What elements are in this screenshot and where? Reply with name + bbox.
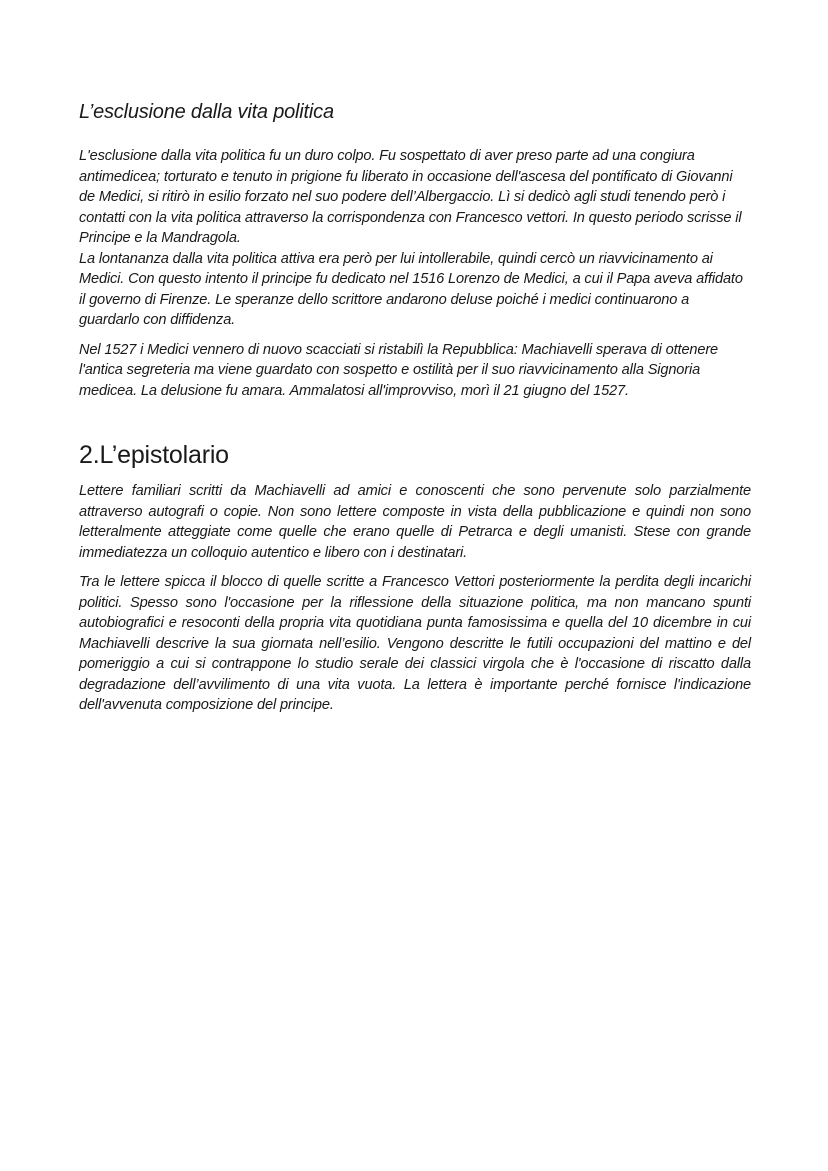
paragraph-epistolario-2: Tra le lettere spicca il blocco di quelle scritte a Francesco Vettori posteriormente la perdita degli incarichi politici. Spesso sono l'occasione per la riflessione della situazione politica, ma non mancano spunti autobiografici e resoconti della propria vita quotidiana punta famosissima e quella del 10 dicembre in cui Machiavelli descrive la sua giornata nell’esilio. Vengono descritte le futili occupazioni del mattino e del pomeriggio a cui si contrappone lo studio serale dei classici virgola che è l'occasione di riscatto dalla degradazione dell’avvilimento di una vita vuota. La lettera è importante perché fornisce l'indicazione dell'avvenuta composizione del principe. (79, 574, 751, 713)
paragraph-epistolario-1: Lettere familiari scritti da Machiavelli ad amici e conoscenti che sono pervenute solo parzialmente attraverso autografi o copie. Non sono lettere composte in vista della pubblicazione e quindi non sono letteralmente atteggiate come quelle che erano quelle di Petrarca e degli umanisti. Stese con grande immediatezza un colloquio autentico e libero con i destinatari. (79, 483, 751, 561)
paragraph-esclusione-3: Nel 1527 i Medici vennero di nuovo scacciati si ristabilì la Repubblica: Machiavelli sperava di ottenere l'antica segreteria ma viene guardato con sospetto e ostilità per il suo riavvicinamento alla Signoria medicea. La delusione fu amara. Ammalatosi all'improvviso, morì il 21 giugno del 1527. (79, 341, 719, 399)
paragraph-esclusione-2: La lontananza dalla vita politica attiva era però per lui intollerabile, quindi cercò un riavvicinamento ai Medici. Con questo intento il principe fu dedicato nel 1516 Lorenzo de Medici, a cui il Papa aveva affidato il governo di Firenze. Le speranze dello scrittore andarono deluse poiché i medici continuarono a guardarlo con diffidenza. (79, 250, 743, 328)
section-heading-epistolario: 2.L’epistolario (79, 441, 229, 469)
paragraph-esclusione-1: L'esclusione dalla vita politica fu un duro colpo. Fu sospettato di aver preso parte ad una congiura antimedicea; torturato e tenuto in prigione fu liberato in occasione dell'ascesa del pontificato di Giovanni de Medici, si ritirò in esilio forzato nel suo podere dell’Albergaccio. Lì si dedicò agli studi tenendo però i contatti con la vita politica attraverso la corrispondenza con Francesco vettori. In questo periodo scrisse il Principe e la Mandragola. (79, 148, 742, 246)
document-body (79, 98, 751, 716)
section-heading-esclusione: L’esclusione dalla vita politica (79, 101, 334, 123)
